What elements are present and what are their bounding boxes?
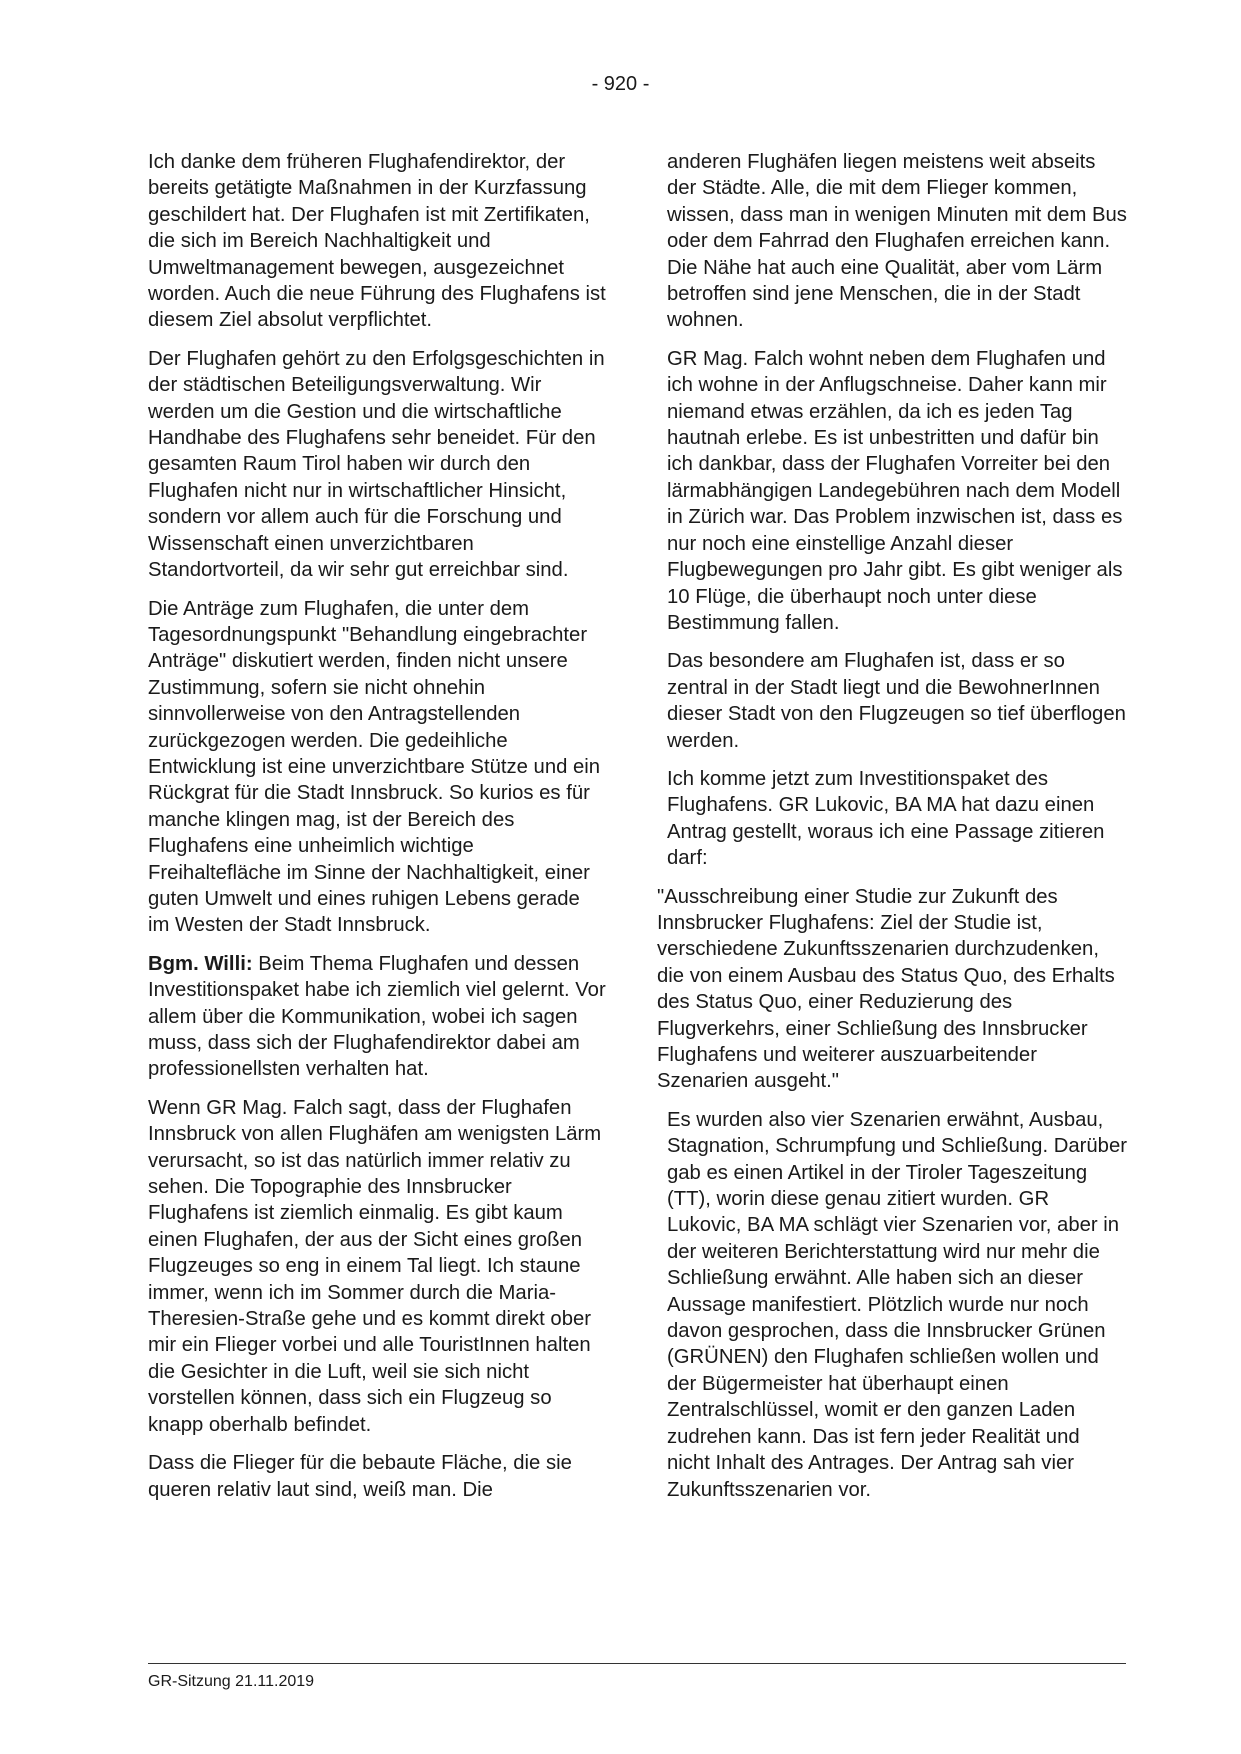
paragraph: anderen Flughäfen liegen meistens weit abseits der Städte. Alle, die mit dem Flieger kommen, wissen, dass man in wenigen Minuten mit dem Bus oder dem Fahrrad den Flughafen erreichen kann. Die Nähe hat auch eine Qualität, aber vom Lärm betroffen sind jene Menschen, die in der Stadt wohnen. (667, 151, 1127, 332)
paragraph: Es wurden also vier Szenarien erwähnt, Ausbau, Stagnation, Schrumpfung und Schließung. Darüber gab es einen Artikel in der Tiroler Tageszeitung (TT), worin diese genau zitiert wurden. GR Lukovic, BA MA schlägt vier Szenarien vor, aber in der weiteren Berichterstattung wird nur mehr die Schließung erwähnt. Alle haben sich an dieser Aussage manifestiert. Plötzlich wurde nur noch davon gesprochen, dass die Innsbrucker Grünen (GRÜNEN) den Flughafen schließen wollen und der Bügermeister hat überhaupt einen Zentralschlüssel, womit er den ganzen Laden zudrehen kann. Das ist fern jeder Realität und nicht Inhalt des Antrages. Der Antrag sah vier Zukunftsszenarien vor. (667, 1108, 1127, 1501)
speaker-paragraph (148, 951, 606, 1083)
paragraph: Das besondere am Flughafen ist, dass er so zentral in der Stadt liegt und die BewohnerInnen dieser Stadt von den Flugzeugen so tief überflogen werden. (667, 650, 1126, 752)
paragraph: Ich komme jetzt zum Investitionspaket des Flughafens. GR Lukovic, BA MA hat dazu einen Antrag gestellt, woraus ich eine Passage zitieren darf: (667, 767, 1105, 870)
quoted-passage: "Ausschreibung einer Studie zur Zukunft des Innsbrucker Flughafens: Ziel der Studie ist, verschiedene Zukunftsszenarien durchzudenken, die von einem Ausbau des Status Quo, des Erhalts des Status Quo, einer Reduzierung des Flugverkehrs, einer Schließung des Innsbrucker Flughafens und weiterer auszuarbeitender Szenarien ausgeht." (657, 885, 1115, 1093)
footer-session-date: GR-Sitzung 21.11.2019 (148, 1673, 315, 1690)
footer-divider (148, 1663, 1126, 1664)
right-column (657, 149, 1127, 1515)
speaker-name: Bgm. Willi: (148, 952, 253, 975)
paragraph: Die Anträge zum Flughafen, die unter dem Tagesordnungspunkt "Behandlung eingebrachter Anträge" diskutiert werden, finden nicht unsere Zustimmung, sofern sie nicht ohnehin sinnvollerweise von den Antragstellenden zurückgezogen werden. Die gedeihliche Entwicklung ist eine unverzichtbare Stütze und ein Rückgrat für die Stadt Innsbruck. So kurios es für manche klingen mag, ist der Bereich des Flughafens eine unheimlich wichtige Freihaltefläche im Sinne der Nachhaltigkeit, einer guten Umwelt und eines ruhigen Lebens gerade im Westen der Stadt Innsbruck. (148, 597, 601, 937)
paragraph: GR Mag. Falch wohnt neben dem Flughafen und ich wohne in der Anflugschneise. Daher kann mir niemand etwas erzählen, da ich es jeden Tag hautnah erlebe. Es ist unbestritten und dafür bin ich dankbar, dass der Flughafen Vorreiter bei den lärmabhängigen Landegebühren nach dem Modell in Zürich war. Das Problem inzwischen ist, dass es nur noch eine einstellige Anzahl dieser Flugbewegungen pro Jahr gibt. Es gibt weniger als 10 Flüge, die überhaupt noch unter diese Bestimmung fallen. (667, 347, 1123, 634)
page-number: - 920 - (591, 73, 650, 95)
left-column (148, 149, 606, 1515)
paragraph: Ich danke dem früheren Flughafendirektor, der bereits getätigte Maßnahmen in der Kurzfassung geschildert hat. Der Flughafen ist mit Zertifikaten, die sich im Bereich Nachhaltigkeit und Umweltmanagement bewegen, ausgezeichnet worden. Auch die neue Führung des Flughafens ist diesem Ziel absolut verpflichtet. (148, 151, 606, 332)
paragraph: Wenn GR Mag. Falch sagt, dass der Flughafen Innsbruck von allen Flughäfen am wenigsten Lärm verursacht, so ist das natürlich immer relativ zu sehen. Die Topographie des Innsbrucker Flughafens ist ziemlich einmalig. Es gibt kaum einen Flughafen, der aus der Sicht eines großen Flugzeuges so eng in einem Tal liegt. Ich staune immer, wenn ich im Sommer durch die Maria-Theresien-Straße gehe und es kommt direkt ober mir ein Flieger vorbei und alle TouristInnen halten die Gesichter in die Luft, weil sie sich nicht vorstellen können, dass sich ein Flugzeug so knapp oberhalb befindet. (148, 1096, 602, 1436)
speaker-statement: Beim Thema Flughafen und dessen Investitionspaket habe ich ziemlich viel gelernt. Vor allem über die Kommunikation, wobei ich sagen muss, dass sich der Flughafendirektor dabei am professionellsten verhalten hat. (148, 952, 606, 1081)
paragraph: Der Flughafen gehört zu den Erfolgsgeschichten in der städtischen Beteiligungsverwaltung. Wir werden um die Gestion und die wirtschaftliche Handhabe des Flughafens sehr beneidet. Für den gesamten Raum Tirol haben wir durch den Flughafen nicht nur in wirtschaftlicher Hinsicht, sondern vor allem auch für die Forschung und Wissenschaft einen unverzichtbaren Standortvorteil, da wir sehr gut erreichbar sind. (148, 347, 605, 582)
paragraph: Dass die Flieger für die bebaute Fläche, die sie queren relativ laut sind, weiß man. Die (148, 1452, 572, 1501)
